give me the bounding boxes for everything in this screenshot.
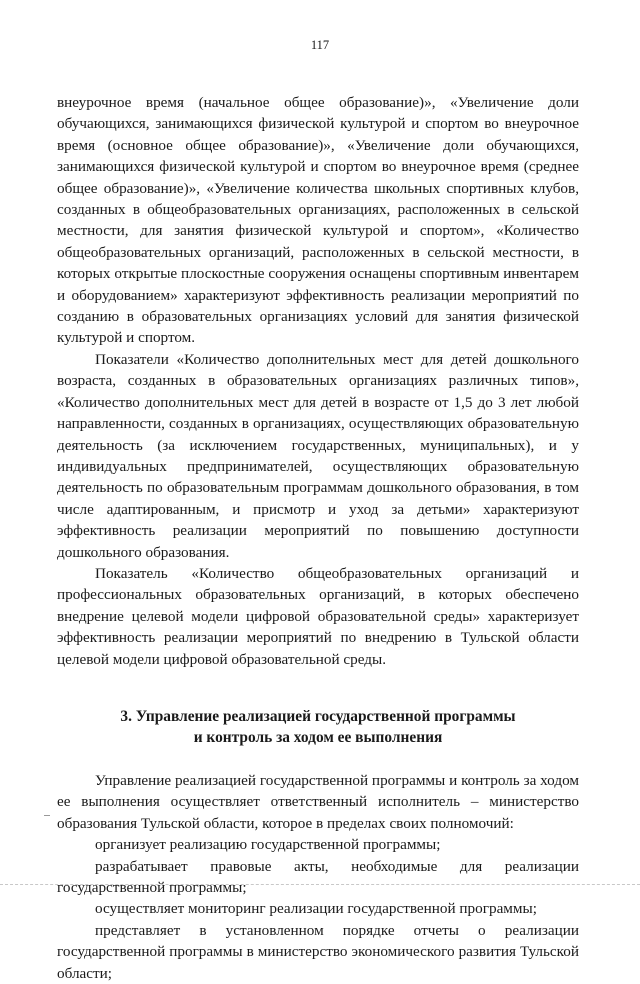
duty-item: представляет в установленном порядке отчеты о реализации государственной программы в министерство экономического развития Тульской области;	[57, 921, 579, 982]
duty-item: осуществляет мониторинг реализации государственной программы;	[95, 900, 537, 918]
document-body	[57, 92, 579, 984]
paragraph-preschool-indicators: Показатели «Количество дополнительных мест для детей дошкольного возраста, созданных в образовательных организациях различных типов», «Количество дополнительных мест для детей в возрасте от 1,5 до 3 лет любой направленности, созданных в организациях, осуществляющих образовательную деятельность (за исключением государственных, муниципальных), и у индивидуальных предпринимателей, осуществляющих образовательную деятельность по образовательным программам дошкольного образования, в том числе адаптированным, и присмотр и уход за детьми» характеризуют эффективность реализации мероприятий по повышению доступности дошкольного образования.	[57, 350, 579, 561]
section-intro: Управление реализацией государственной программы и контроль за ходом ее выполнения осуществляет ответственный исполнитель – министерство образования Тульской области, которое в пределах своих полномочий:	[57, 771, 579, 832]
scan-artifact	[44, 815, 50, 816]
duty-item: организует реализацию государственной программы;	[95, 836, 441, 854]
page-number: 117	[310, 38, 330, 52]
section-heading-line-1: 3. Управление реализацией государственной программы	[120, 707, 516, 725]
section-heading	[57, 706, 579, 748]
scan-bottom-edge	[0, 884, 640, 887]
paragraph-continued: внеурочное время (начальное общее образование)», «Увеличение доли обучающихся, занимающихся физической культурой и спортом во внеурочное время (основное общее образование)», «Увеличение доли обучающихся, занимающихся физической культурой и спортом во внеурочное время (среднее общее образование)», «Увеличение количества школьных спортивных клубов, созданных в общеобразовательных организациях, расположенных в сельской местности, для занятия физической культурой и спортом», «Количество общеобразовательных организаций, расположенных в сельской местности, в которых открытые плоскостные сооружения оснащены спортивным инвентарем и оборудованием» характеризуют эффективность реализации мероприятий по созданию в образовательных организациях условий для занятия физической культурой и спортом.	[57, 94, 579, 347]
paragraph-digital-environment: Показатель «Количество общеобразовательных организаций и профессиональных образовательных организаций, в которых обеспечено внедрение целевой модели цифровой образовательной среды» характеризует эффективность реализации мероприятий по внедрению в Тульской области целевой модели цифровой образовательной среды.	[57, 564, 579, 668]
section-heading-line-2: и контроль за ходом ее выполнения	[193, 728, 443, 746]
duty-item: разрабатывает правовые акты, необходимые для реализации государственной программы;	[57, 857, 579, 896]
